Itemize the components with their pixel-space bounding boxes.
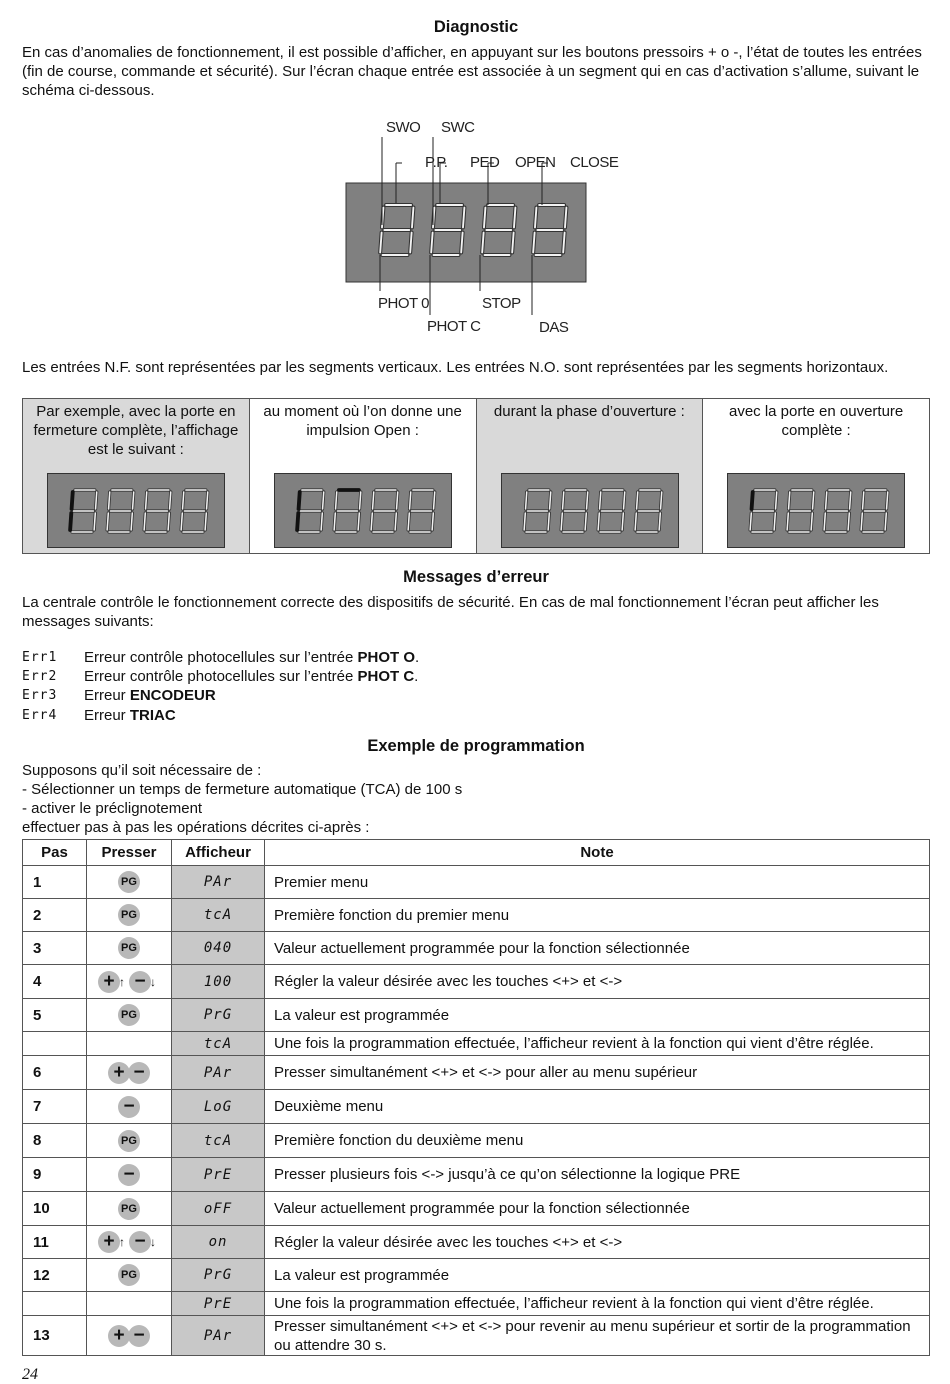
label-das: DAS xyxy=(539,319,569,336)
plus-button-icon: + xyxy=(108,1325,130,1347)
step-number: 4 xyxy=(23,965,87,999)
minus-button-icon: − xyxy=(118,1164,140,1186)
error-text: Erreur contrôle photocellules sur l’entrée PHOT O. xyxy=(84,649,420,666)
error-code: Err2 xyxy=(22,669,58,684)
table-row xyxy=(23,1259,930,1292)
press-keys xyxy=(87,1292,172,1316)
step-note: La valeur est programmée xyxy=(265,999,930,1032)
step-number: 13 xyxy=(23,1316,87,1356)
segment-diagram xyxy=(342,115,622,340)
press-keys xyxy=(87,866,172,899)
press-keys xyxy=(87,1090,172,1124)
press-keys xyxy=(87,1124,172,1158)
label-stop: STOP xyxy=(482,295,521,312)
step-number: 11 xyxy=(23,1226,87,1259)
example-panel-open xyxy=(703,399,929,553)
error-text: Erreur ENCODEUR xyxy=(84,687,216,704)
page-number: 24 xyxy=(22,1366,38,1383)
table-row xyxy=(23,899,930,932)
step-note: Première fonction du premier menu xyxy=(265,899,930,932)
header-afficheur: Afficheur xyxy=(172,840,265,866)
step-number: 9 xyxy=(23,1158,87,1192)
table-row xyxy=(23,1192,930,1226)
example-panel-open-impulse xyxy=(250,399,477,553)
display-value: PAr xyxy=(172,866,265,899)
step-number xyxy=(23,1292,87,1316)
table-row xyxy=(23,1292,930,1316)
arrow-down-icon: ↓ xyxy=(150,1235,156,1249)
label-pp: P.P. xyxy=(425,154,448,171)
label-phot0: PHOT 0 xyxy=(378,295,429,312)
table-row xyxy=(23,1032,930,1056)
example-panel-opening xyxy=(477,399,704,553)
nf-no-text: Les entrées N.F. sont représentées par les segments verticaux. Les entrées N.O. sont représentées par les segments horizontaux. xyxy=(22,359,889,376)
pg-button-icon: PG xyxy=(118,1198,140,1220)
step-note: Régler la valeur désirée avec les touches <+> et <-> xyxy=(265,1226,930,1259)
example-panel-closed xyxy=(23,399,250,553)
press-keys xyxy=(87,1056,172,1090)
example-display-digits xyxy=(275,474,451,547)
step-number: 2 xyxy=(23,899,87,932)
label-open: OPEN xyxy=(515,154,556,171)
step-number: 7 xyxy=(23,1090,87,1124)
label-close: CLOSE xyxy=(570,154,619,171)
display-value: oFF xyxy=(172,1192,265,1226)
step-number: 8 xyxy=(23,1124,87,1158)
header-presser: Presser xyxy=(87,840,172,866)
step-note: La valeur est programmée xyxy=(265,1259,930,1292)
step-number xyxy=(23,1032,87,1056)
label-swc: SWC xyxy=(441,119,475,136)
display-value: PrE xyxy=(172,1158,265,1192)
press-keys xyxy=(87,1192,172,1226)
header-pas: Pas xyxy=(23,840,87,866)
error-code: Err4 xyxy=(22,708,58,723)
table-row xyxy=(23,1090,930,1124)
pg-button-icon: PG xyxy=(118,1130,140,1152)
example-text: au moment où l’on donne une impulsion Open : xyxy=(263,403,462,439)
example-display xyxy=(727,473,905,548)
display-value: PAr xyxy=(172,1056,265,1090)
example-text: Par exemple, avec la porte en fermeture complète, l’affichage est le suivant : xyxy=(33,403,239,458)
example-display xyxy=(501,473,679,548)
step-note: Une fois la programmation effectuée, l’afficheur revient à la fonction qui vient d’être réglée. xyxy=(265,1032,930,1056)
step-number: 12 xyxy=(23,1259,87,1292)
press-keys xyxy=(87,965,172,999)
table-row xyxy=(23,1316,930,1356)
step-note: Premier menu xyxy=(265,866,930,899)
step-number: 6 xyxy=(23,1056,87,1090)
table-row xyxy=(23,1226,930,1259)
step-note: Valeur actuellement programmée pour la fonction sélectionnée xyxy=(265,932,930,965)
display-value: PrG xyxy=(172,1259,265,1292)
step-note: Première fonction du deuxième menu xyxy=(265,1124,930,1158)
table-row xyxy=(23,932,930,965)
display-value: on xyxy=(172,1226,265,1259)
pg-button-icon: PG xyxy=(118,871,140,893)
pg-button-icon: PG xyxy=(118,904,140,926)
minus-button-icon: − xyxy=(129,971,151,993)
example-panels xyxy=(22,398,930,554)
plus-button-icon: + xyxy=(98,1231,120,1253)
step-note: Presser plusieurs fois <-> jusqu’à ce qu’on sélectionne la logique PRE xyxy=(265,1158,930,1192)
minus-button-icon: − xyxy=(118,1096,140,1118)
minus-button-icon: − xyxy=(128,1062,150,1084)
table-row xyxy=(23,1056,930,1090)
step-note: Presser simultanément <+> et <-> pour aller au menu supérieur xyxy=(265,1056,930,1090)
step-note: Une fois la programmation effectuée, l’afficheur revient à la fonction qui vient d’être réglée. xyxy=(265,1292,930,1316)
display-value: PrE xyxy=(172,1292,265,1316)
display-value: PrG xyxy=(172,999,265,1032)
programming-table xyxy=(22,839,930,1356)
step-note: Deuxième menu xyxy=(265,1090,930,1124)
table-row xyxy=(23,1158,930,1192)
arrow-up-icon: ↑ xyxy=(119,1235,125,1249)
minus-button-icon: − xyxy=(128,1325,150,1347)
display-value: PAr xyxy=(172,1316,265,1356)
programming-title: Exemple de programmation xyxy=(367,737,585,755)
diagnostic-title: Diagnostic xyxy=(433,18,519,36)
pg-button-icon: PG xyxy=(118,1004,140,1026)
arrow-down-icon: ↓ xyxy=(150,974,156,989)
press-keys xyxy=(87,1316,172,1356)
label-ped: PED xyxy=(470,154,500,171)
press-keys xyxy=(87,899,172,932)
example-text: durant la phase d’ouverture : xyxy=(493,403,685,420)
example-display-digits xyxy=(728,474,904,547)
example-display-digits xyxy=(48,474,224,547)
display-value: LoG xyxy=(172,1090,265,1124)
example-display xyxy=(274,473,452,548)
error-code: Err1 xyxy=(22,650,58,665)
display-value: 040 xyxy=(172,932,265,965)
display-value: tcA xyxy=(172,1124,265,1158)
display-value: tcA xyxy=(172,1032,265,1056)
press-keys xyxy=(87,932,172,965)
errors-intro: La centrale contrôle le fonctionnement correcte des dispositifs de sécurité. En cas de mal fonctionnement l’écran peut afficher les messages suivants: xyxy=(22,594,879,630)
step-number: 3 xyxy=(23,932,87,965)
step-note: Valeur actuellement programmée pour la fonction sélectionnée xyxy=(265,1192,930,1226)
display-value: 100 xyxy=(172,965,265,999)
step-note: Régler la valeur désirée avec les touches <+> et <-> xyxy=(265,965,930,999)
table-row xyxy=(23,999,930,1032)
error-text: Erreur TRIAC xyxy=(84,707,176,724)
label-swo: SWO xyxy=(386,119,421,136)
press-keys xyxy=(87,1259,172,1292)
table-row xyxy=(23,866,930,899)
programming-intro-line: effectuer pas à pas les opérations décrites ci-après : xyxy=(22,819,370,836)
display-value: tcA xyxy=(172,899,265,932)
step-number: 1 xyxy=(23,866,87,899)
table-header-row xyxy=(23,840,930,866)
press-keys xyxy=(87,1158,172,1192)
programming-intro-line: - Sélectionner un temps de fermeture automatique (TCA) de 100 s xyxy=(22,781,463,798)
press-keys xyxy=(87,999,172,1032)
errors-title: Messages d’erreur xyxy=(403,568,549,586)
example-display xyxy=(47,473,225,548)
press-keys xyxy=(87,1226,172,1259)
programming-intro-line: - activer le préclignotement xyxy=(22,800,203,817)
plus-button-icon: + xyxy=(108,1062,130,1084)
error-code: Err3 xyxy=(22,688,58,703)
header-note: Note xyxy=(265,840,930,866)
label-photc: PHOT C xyxy=(427,318,481,335)
table-row xyxy=(23,965,930,999)
programming-intro-line: Supposons qu’il soit nécessaire de : xyxy=(22,762,262,779)
example-text: avec la porte en ouverture complète : xyxy=(728,403,904,439)
plus-button-icon: + xyxy=(98,971,120,993)
arrow-up-icon: ↑ xyxy=(119,974,125,989)
pg-button-icon: PG xyxy=(118,937,140,959)
step-number: 10 xyxy=(23,1192,87,1226)
press-keys xyxy=(87,1032,172,1056)
example-display-digits xyxy=(502,474,678,547)
error-text: Erreur contrôle photocellules sur l’entrée PHOT C. xyxy=(84,668,419,685)
step-number: 5 xyxy=(23,999,87,1032)
minus-button-icon: − xyxy=(129,1231,151,1253)
pg-button-icon: PG xyxy=(118,1264,140,1286)
diagnostic-intro: En cas d’anomalies de fonctionnement, il est possible d’afficher, en appuyant sur les boutons pressoirs + o -, l’état de toutes les entrées (fin de course, commande et sécurité). Sur l’écran chaque entrée est associée à un segment qui en cas d’activation s’allume, suivant le schéma ci-dessous. xyxy=(22,44,922,99)
step-note: Presser simultanément <+> et <-> pour revenir au menu supérieur et sortir de la programmation ou attendre 30 s. xyxy=(265,1316,930,1356)
table-row xyxy=(23,1124,930,1158)
